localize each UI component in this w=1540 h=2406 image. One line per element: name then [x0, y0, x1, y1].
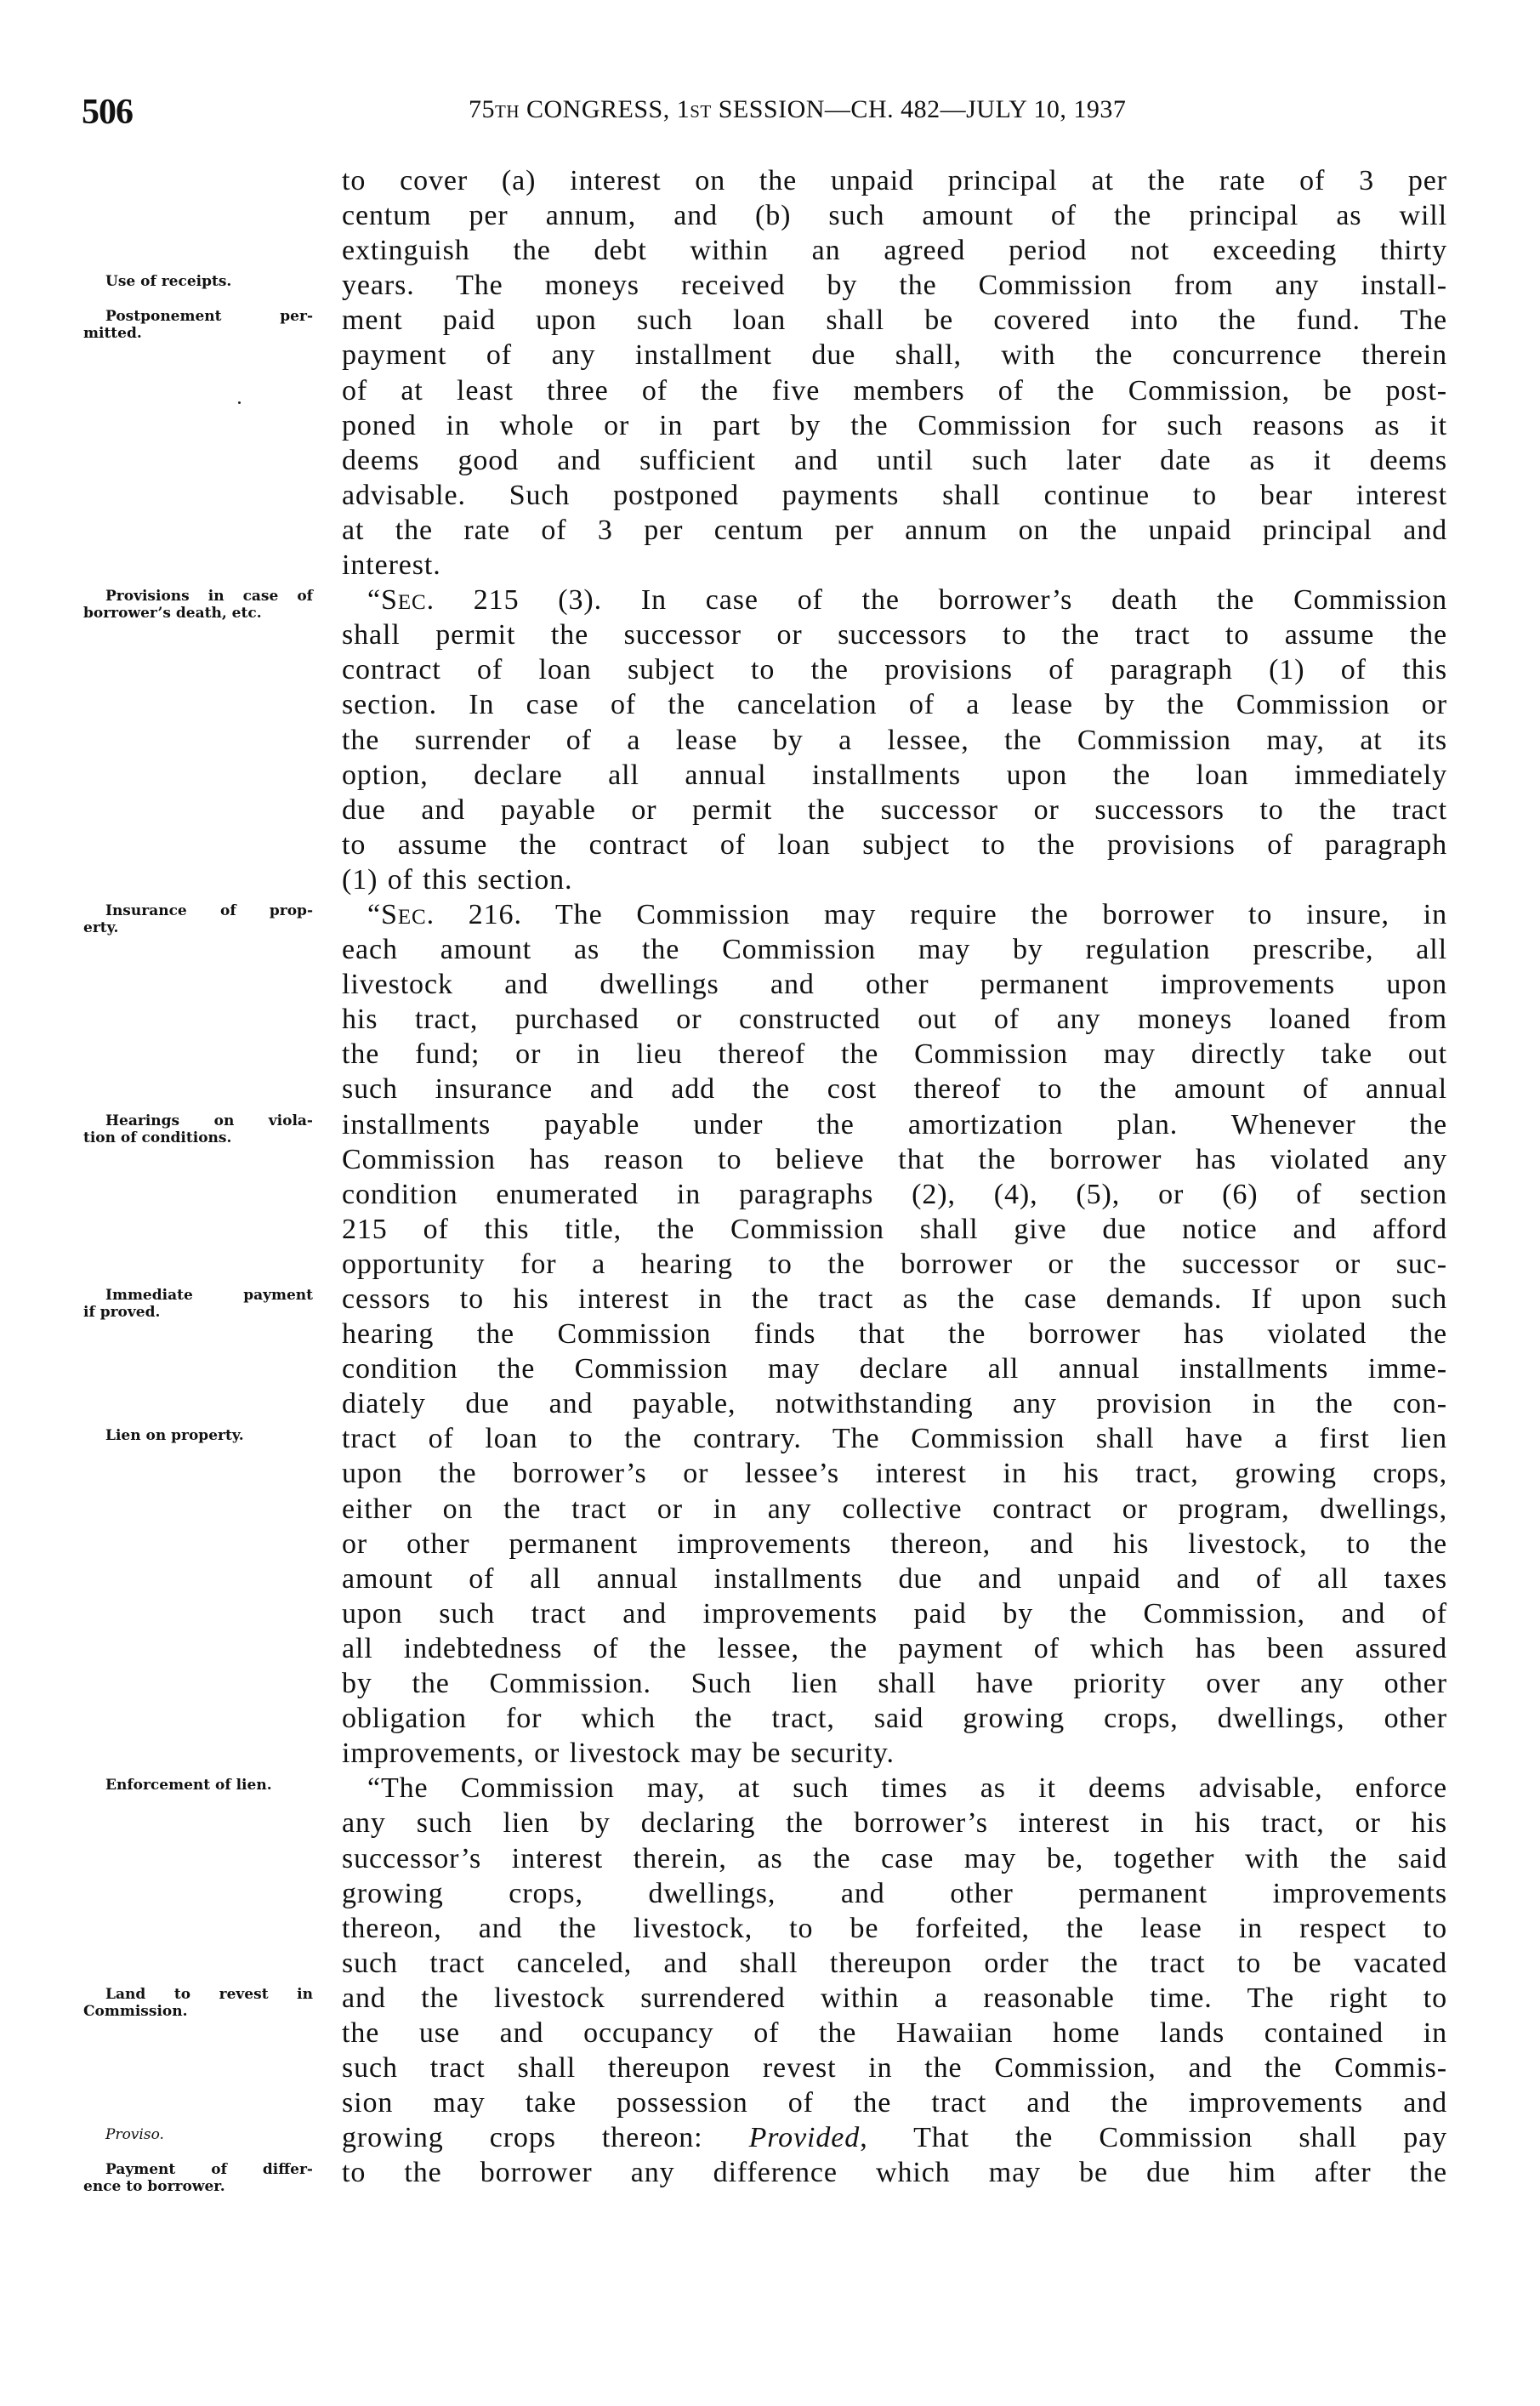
body-line	[342, 1981, 1447, 2016]
body-line	[342, 862, 1447, 897]
statute-body-text	[342, 163, 1447, 2190]
body-line	[342, 2120, 1447, 2155]
body-line	[342, 1107, 1447, 1142]
running-head-congress: CONGRESS, 1	[520, 95, 690, 123]
line-text: growing crops, dwellings, and other permanent improvements	[342, 1877, 1447, 1909]
line-text: to cover (a) interest on the unpaid principal at the rate of 3 per	[342, 165, 1447, 196]
line-text: the fund; or in lieu thereof the Commission may directly take out	[342, 1038, 1447, 1071]
margin-note	[83, 2126, 313, 2143]
running-head-session-ordinal: ST	[690, 101, 712, 122]
body-line	[342, 1806, 1447, 1840]
body-line	[342, 1631, 1447, 1666]
line-text: the use and occupancy of the Hawaiian home lands contained in	[342, 2016, 1447, 2049]
line-text: deems good and sufficient and until such later date as it deems	[342, 444, 1447, 476]
line-text: each amount as the Commission may by regulation prescribe, all	[342, 934, 1447, 966]
body-line	[342, 1072, 1447, 1106]
margin-note	[83, 1287, 313, 1321]
margin-note-heading: Insurance of prop-	[105, 902, 313, 920]
section-quote-initial: “S	[367, 584, 398, 617]
body-line	[342, 828, 1447, 862]
line-text: contract of loan subject to the provisions of paragraph (1) of this	[342, 654, 1447, 686]
margin-note-heading: Postponement per-	[105, 308, 313, 326]
body-line	[342, 513, 1447, 548]
body-line	[342, 1247, 1447, 1282]
margin-note-heading: Immediate payment	[105, 1287, 313, 1305]
line-text: the surrender of a lease by a lessee, the Commission may, at its	[342, 724, 1447, 756]
section-abbrev-small-caps: EC	[397, 905, 427, 929]
line-text: such tract canceled, and shall thereupon order the tract to be vacated	[342, 1947, 1447, 1979]
margin-note	[83, 308, 313, 342]
margin-note-heading: Lien on property.	[105, 1426, 244, 1444]
margin-note-heading: Land to revest in	[105, 1986, 313, 2004]
line-text: hearing the Commission finds that the borrower has violated the	[342, 1318, 1447, 1351]
body-line	[342, 1351, 1447, 1386]
body-line	[342, 303, 1447, 338]
line-text: by the Commission. Such lien shall have priority over any other	[342, 1668, 1447, 1700]
scan-speck	[238, 401, 241, 404]
line-text: ment paid upon such loan shall be covered into the fund. The	[342, 304, 1447, 337]
line-text: any such lien by declaring the borrower’s interest in his tract, or his	[342, 1807, 1447, 1840]
line-text: Commission has reason to believe that the borrower has violated any	[342, 1143, 1447, 1175]
body-line	[342, 793, 1447, 828]
body-line	[342, 408, 1447, 443]
body-line	[342, 758, 1447, 793]
body-line	[342, 268, 1447, 303]
margin-note-continuation: borrower’s death, etc.	[83, 605, 262, 623]
line-text: centum per annum, and (b) such amount of the principal as will	[342, 200, 1447, 232]
line-text: installments payable under the amortization plan. Whenever the	[342, 1108, 1447, 1140]
line-text: . 216. The Commission may require the borrower to insure, in	[426, 898, 1447, 930]
body-line	[342, 687, 1447, 722]
body-line	[342, 1596, 1447, 1631]
body-line	[342, 1492, 1447, 1527]
line-text: to assume the contract of loan subject to the provisions of paragraph	[342, 828, 1447, 861]
body-line	[342, 1386, 1447, 1421]
running-head-congress-number: 75	[469, 95, 495, 123]
margin-note-heading: Proviso.	[105, 2125, 164, 2143]
body-line	[342, 1177, 1447, 1212]
body-line	[342, 1701, 1447, 1736]
line-text: years. The moneys received by the Commission from any install-	[342, 270, 1447, 302]
body-line	[342, 1911, 1447, 1946]
line-text: all indebtedness of the lessee, the payment of which has been assured	[342, 1632, 1447, 1664]
line-text: and the livestock surrendered within a reasonable time. The right to	[342, 1982, 1447, 2014]
margin-note-heading: Enforcement of lien.	[105, 1776, 272, 1794]
line-text: sion may take possession of the tract and the improvements and	[342, 2087, 1447, 2119]
body-line	[342, 1666, 1447, 1701]
body-line	[342, 1946, 1447, 1981]
body-line	[342, 1561, 1447, 1596]
page-number: 506	[82, 93, 133, 132]
body-line	[342, 652, 1447, 687]
margin-note	[83, 902, 313, 936]
line-text: his tract, purchased or constructed out of any moneys loaned from	[342, 1004, 1447, 1036]
margin-note-heading: Use of receipts.	[105, 273, 232, 291]
line-text: upon the borrower’s or lessee’s interest in his tract, growing crops,	[342, 1458, 1447, 1490]
margin-note	[83, 1427, 313, 1444]
line-text: improvements, or livestock may be security.	[342, 1738, 895, 1770]
line-text: either on the tract or in any collective contract or program, dwellings,	[342, 1493, 1447, 1525]
body-line	[342, 1282, 1447, 1317]
body-line	[342, 1876, 1447, 1911]
margin-note-continuation: tion of conditions.	[83, 1129, 232, 1146]
line-text: interest.	[342, 549, 441, 582]
body-line	[342, 338, 1447, 373]
line-text: livestock and dwellings and other permanent improvements upon	[342, 969, 1447, 1001]
body-line	[342, 233, 1447, 268]
line-text: successor’s interest therein, as the case may be, together with the said	[342, 1842, 1447, 1874]
proviso-italic: Provided	[748, 2122, 861, 2154]
line-text: “The Commission may, at such times as it deems advisable, enforce	[367, 1772, 1447, 1805]
body-line	[342, 1037, 1447, 1072]
margin-note-continuation: ence to borrower.	[83, 2177, 225, 2195]
body-line	[342, 583, 1447, 617]
running-head-session-chapter-date: SESSION—CH. 482—JULY 10, 1937	[711, 95, 1127, 123]
body-line	[342, 897, 1447, 932]
line-text: advisable. Such postponed payments shall continue to bear interest	[342, 479, 1447, 511]
line-text: condition enumerated in paragraphs (2), (4), (5), or (6) of section	[342, 1178, 1447, 1210]
line-text: at the rate of 3 per centum per annum on the unpaid principal and	[342, 514, 1447, 546]
body-line	[342, 2155, 1447, 2190]
line-text: poned in whole or in part by the Commission for such reasons as it	[342, 409, 1447, 441]
body-line	[342, 2016, 1447, 2051]
line-text: opportunity for a hearing to the borrower or the successor or suc-	[342, 1248, 1447, 1280]
line-text: cessors to his interest in the tract as the case demands. If upon such	[342, 1283, 1447, 1315]
body-line	[342, 1527, 1447, 1561]
body-line	[342, 1142, 1447, 1177]
line-text: or other permanent improvements thereon, and his livestock, to the	[342, 1527, 1447, 1560]
body-line	[342, 373, 1447, 408]
margin-note-heading: Provisions in case of	[105, 588, 313, 606]
body-line	[342, 1421, 1447, 1456]
margin-note-continuation: Commission.	[83, 2003, 188, 2021]
line-text: section. In case of the cancelation of a lease by the Commission or	[342, 689, 1447, 721]
body-line	[342, 478, 1447, 513]
line-text-continued: , That the Commission shall pay	[860, 2122, 1447, 2154]
margin-note-heading: Hearings on viola-	[105, 1112, 313, 1129]
margin-note-heading: Payment of differ-	[105, 2160, 313, 2178]
line-text: shall permit the successor or successors to the tract to assume the	[342, 619, 1447, 651]
line-text: thereon, and the livestock, to be forfeited, the lease in respect to	[342, 1912, 1447, 1944]
margin-note	[83, 588, 313, 622]
line-text: to the borrower any difference which may be due him after the	[342, 2157, 1447, 2189]
line-text: (1) of this section.	[342, 863, 573, 896]
line-text: growing crops thereon:	[342, 2122, 749, 2154]
body-line	[342, 1456, 1447, 1491]
body-line	[342, 723, 1447, 758]
body-line	[342, 2051, 1447, 2085]
margin-note-continuation: erty.	[83, 919, 119, 937]
line-text: extinguish the debt within an agreed period not exceeding thirty	[342, 235, 1447, 267]
line-text: obligation for which the tract, said growing crops, dwellings, other	[342, 1703, 1447, 1735]
line-text: upon such tract and improvements paid by the Commission, and of	[342, 1597, 1447, 1630]
body-line	[342, 932, 1447, 967]
body-line	[342, 198, 1447, 233]
line-text: option, declare all annual installments upon the loan immediately	[342, 759, 1447, 791]
running-head	[469, 95, 1319, 124]
line-text: payment of any installment due shall, with the concurrence therein	[342, 339, 1447, 372]
body-line	[342, 1317, 1447, 1351]
margin-note-continuation: if proved.	[83, 1304, 161, 1322]
running-head-ordinal: TH	[495, 101, 520, 122]
margin-note-continuation: mitted.	[83, 325, 142, 343]
body-line	[342, 163, 1447, 198]
line-text: such insurance and add the cost thereof to the amount of annual	[342, 1073, 1447, 1106]
body-line	[342, 1841, 1447, 1876]
margin-note	[83, 1112, 313, 1146]
line-text: tract of loan to the contrary. The Commission shall have a first lien	[342, 1423, 1447, 1455]
line-text: amount of all annual installments due and unpaid and of all taxes	[342, 1562, 1447, 1595]
line-text: . 215 (3). In case of the borrower’s death the Commission	[426, 584, 1447, 617]
margin-note	[83, 1777, 313, 1794]
body-line	[342, 1736, 1447, 1771]
body-line	[342, 617, 1447, 652]
line-text: diately due and payable, notwithstanding any provision in the con-	[342, 1388, 1447, 1420]
body-line	[342, 548, 1447, 583]
body-line	[342, 443, 1447, 478]
body-line	[342, 1771, 1447, 1806]
margin-note	[83, 1986, 313, 2020]
body-line	[342, 1002, 1447, 1037]
body-line	[342, 2085, 1447, 2120]
margin-note	[83, 2161, 313, 2195]
line-text: condition the Commission may declare all annual installments imme-	[342, 1353, 1447, 1385]
margin-note	[83, 273, 313, 290]
line-text: due and payable or permit the successor or successors to the tract	[342, 793, 1447, 826]
line-text: such tract shall thereupon revest in the Commission, and the Commis-	[342, 2052, 1447, 2085]
section-quote-initial: “S	[367, 898, 398, 930]
line-text: 215 of this title, the Commission shall give due notice and afford	[342, 1213, 1447, 1245]
section-abbrev-small-caps: EC	[397, 591, 427, 615]
line-text: of at least three of the five members of the Commission, be post-	[342, 374, 1447, 407]
body-line	[342, 1212, 1447, 1247]
body-line	[342, 967, 1447, 1002]
